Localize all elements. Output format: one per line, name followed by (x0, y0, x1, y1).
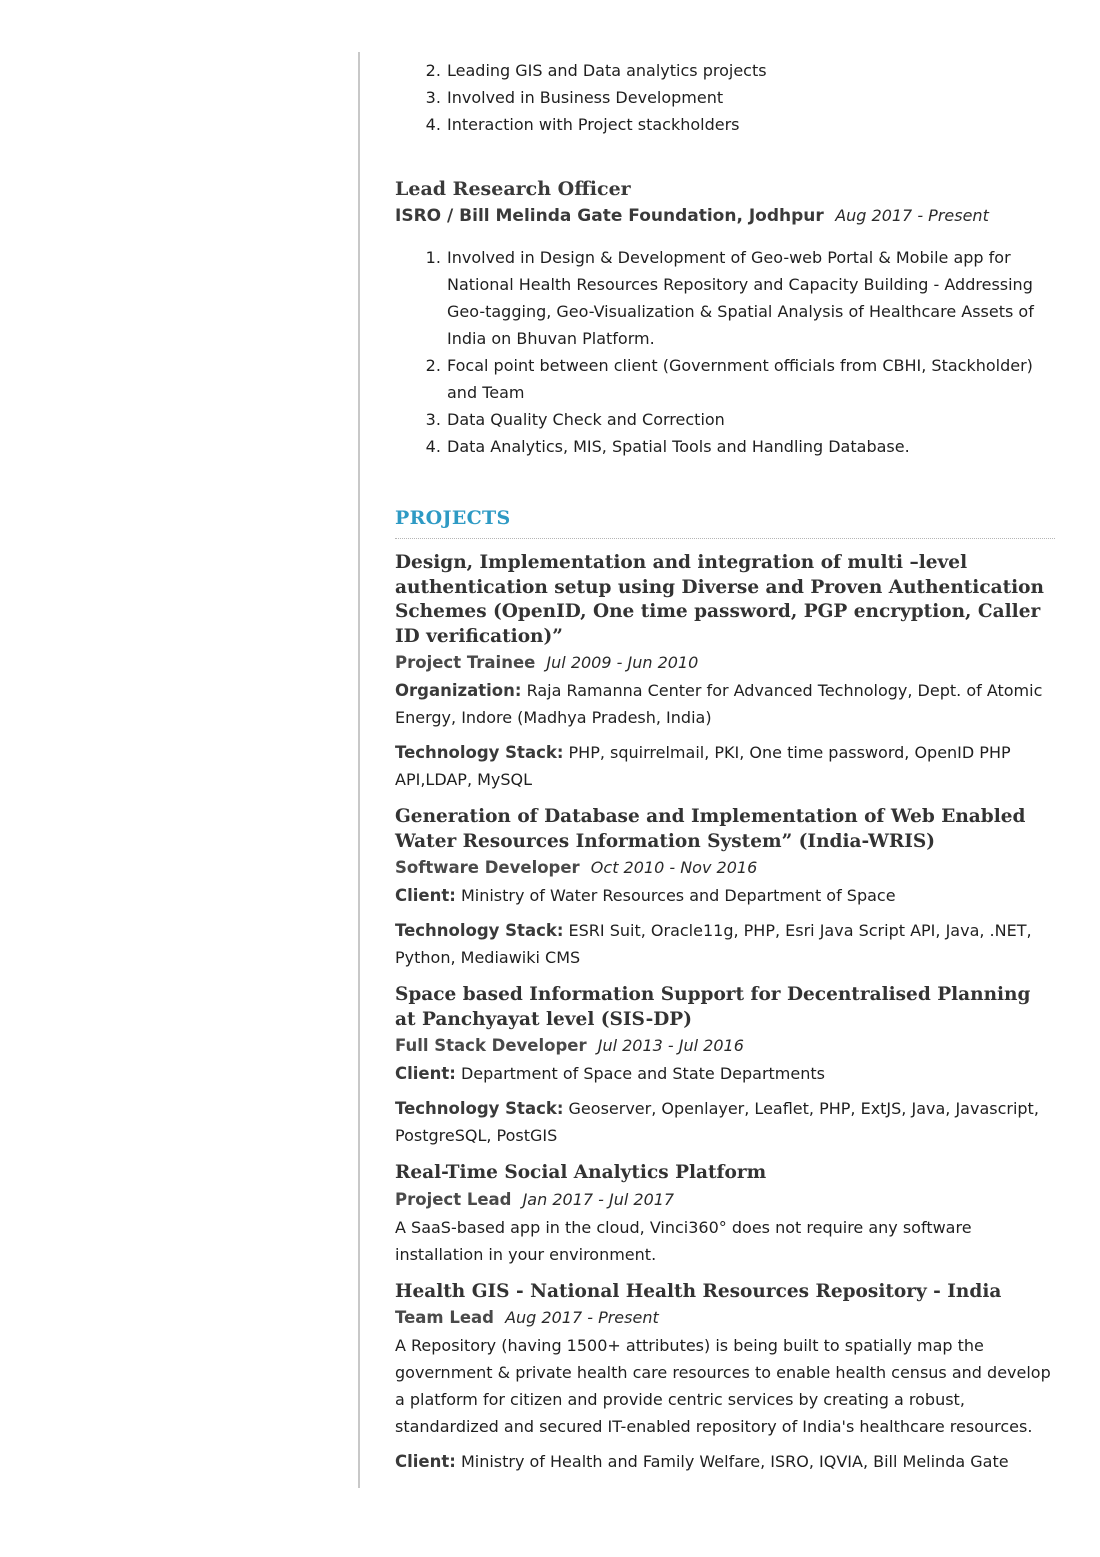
vertical-divider (358, 52, 360, 1488)
tech-stack-value: Geoserver, Openlayer, Leaflet, PHP, ExtJS, Java, Javascript, PostgreSQL, PostGIS (395, 1099, 1039, 1145)
job-title: Lead Research Officer (395, 178, 631, 200)
organization-value: Raja Ramanna Center for Advanced Technology, Dept. of Atomic Energy, Indore (Madhya Pradesh, India) (395, 681, 1043, 727)
tech-stack-label: Technology Stack: (395, 1099, 564, 1118)
project-role-line (395, 1032, 1055, 1060)
tech-stack-value: PHP, squirrelmail, PKI, One time password, OpenID PHP API,LDAP, MySQL (395, 743, 1011, 789)
job-org-line (395, 202, 1055, 230)
project-role-line (395, 854, 1055, 882)
job-entry (395, 176, 1055, 460)
project-client (395, 882, 1055, 909)
list-item: 4. Interaction with Project stackholders (446, 111, 1055, 138)
list-item: 1. Involved in Design & Development of Geo-web Portal & Mobile app for National Health Resources Repository and Capacity Building - Addressing Geo-tagging, Geo-Visualization & Spatial Analysis of Healthcare Assets of India on Bhuvan Platform. (446, 244, 1055, 352)
project-entry (395, 1161, 1055, 1268)
job-duties-list (395, 244, 1055, 460)
project-role: Project Lead (395, 1189, 512, 1209)
project-tech-stack (395, 1095, 1055, 1149)
project-title: Generation of Database and Implementation of Web Enabled Water Resources Information System” (India-WRIS) (395, 806, 1026, 852)
job-organization: ISRO / Bill Melinda Gate Foundation, Jodhpur (395, 206, 824, 226)
project-title: Space based Information Support for Decentralised Planning at Panchyayat level (SIS-DP) (395, 984, 1031, 1030)
project-tech-stack (395, 917, 1055, 971)
project-role: Project Trainee (395, 653, 536, 672)
job-date: Aug 2017 - Present (835, 206, 989, 225)
tech-stack-label: Technology Stack: (395, 921, 564, 940)
project-date: Oct 2010 - Nov 2016 (590, 858, 758, 877)
project-tech-stack (395, 739, 1055, 793)
client-value: Ministry of Water Resources and Department of Space (460, 886, 896, 905)
project-description: A SaaS-based app in the cloud, Vinci360° does not require any software installation in your environment. (395, 1217, 972, 1264)
project-entry (395, 983, 1055, 1149)
project-date: Jul 2013 - Jul 2016 (597, 1036, 744, 1055)
project-client (395, 1448, 1055, 1475)
project-role: Full Stack Developer (395, 1036, 587, 1055)
project-entry (395, 805, 1055, 971)
project-entry (395, 1280, 1055, 1476)
projects-heading: PROJECTS (395, 504, 1055, 539)
client-label: Client: (395, 886, 456, 905)
client-value: Department of Space and State Departments (460, 1064, 825, 1083)
project-role-line (395, 649, 1055, 677)
project-description: A Repository (having 1500+ attributes) is being built to spatially map the government & private health care resources to enable health census and develop a platform for citizen and provide centric services by creating a robust, standardized and secured IT-enabled repository of India's healthcare resources. (395, 1336, 1051, 1436)
project-entry (395, 551, 1055, 793)
list-item: 3. Data Quality Check and Correction (446, 406, 1055, 433)
client-label: Client: (395, 1452, 456, 1471)
client-label: Client: (395, 1064, 456, 1083)
client-value: Ministry of Health and Family Welfare, ISRO, IQVIA, Bill Melinda Gate (460, 1452, 1009, 1471)
responsibility-list (395, 57, 1055, 138)
project-date: Aug 2017 - Present (505, 1308, 659, 1327)
project-role: Team Lead (395, 1308, 494, 1327)
project-role-line (395, 1186, 1055, 1214)
organization-label: Organization: (395, 681, 522, 700)
project-client (395, 1060, 1055, 1087)
list-item: 2. Focal point between client (Government officials from CBHI, Stackholder) and Team (446, 352, 1055, 406)
project-organization (395, 677, 1055, 731)
main-content (395, 57, 1055, 1475)
project-role-line (395, 1304, 1055, 1332)
list-item: 3. Involved in Business Development (446, 84, 1055, 111)
project-title: Real-Time Social Analytics Platform (395, 1162, 767, 1183)
project-role: Software Developer (395, 858, 580, 877)
list-item: 4. Data Analytics, MIS, Spatial Tools and Handling Database. (446, 433, 1055, 460)
project-title: Health GIS - National Health Resources Repository - India (395, 1280, 1002, 1302)
tech-stack-value: ESRI Suit, Oracle11g, PHP, Esri Java Script API, Java, .NET, Python, Mediawiki CMS (395, 921, 1032, 967)
project-date: Jul 2009 - Jun 2010 (546, 653, 699, 672)
project-date: Jan 2017 - Jul 2017 (522, 1189, 675, 1209)
tech-stack-label: Technology Stack: (395, 743, 564, 762)
list-item: 2. Leading GIS and Data analytics projects (446, 57, 1055, 84)
project-title: Design, Implementation and integration of multi –level authentication setup using Diverse and Proven Authentication Schemes (OpenID, One time password, PGP encryption, Caller ID verification)” (395, 552, 1044, 647)
